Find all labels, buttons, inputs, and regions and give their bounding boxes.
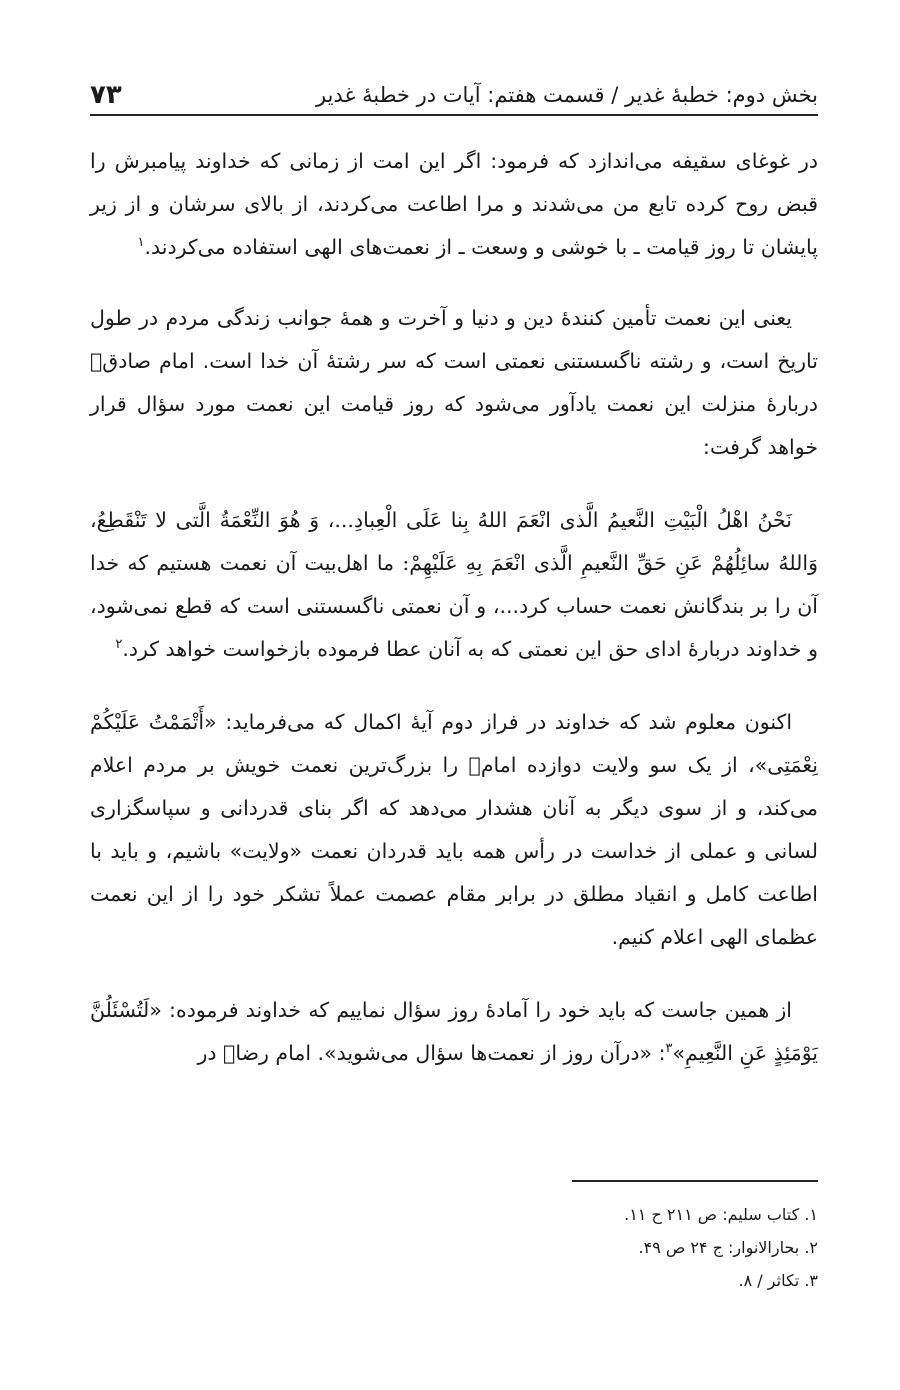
paragraph-4 [90, 701, 818, 959]
page-number: ۷۳ [90, 80, 122, 110]
page-header [90, 66, 818, 110]
paragraph-5-text-before: از همین جاست که باید خود را آمادۀ روز سؤال نماییم که خداوند فرموده: « [149, 998, 792, 1022]
quran-verse-ikmal: أَتْمَمْتُ عَلَيْكُمْ نِعْمَتِى [90, 710, 818, 777]
paragraph-3-text: ما اهل‌بیت آن نعمت هستیم که خدا آن را بر بندگانش نعمت حساب کرد...، و آن نعمتی ناگسستنی است که قطع نمی‌شود، و خداوند دربارۀ ادای حق این نعمتی که به آنان عطا فرموده بازخواست خواهد کرد. [90, 551, 818, 661]
paragraph-5 [90, 989, 818, 1075]
body-text [90, 140, 818, 1105]
quran-verse-takathur: لَتُسْئَلُنَّ يَوْمَئِذٍ عَنِ النَّعِيمِ [90, 998, 818, 1065]
footnote-ref-2: ۲ [115, 637, 123, 653]
paragraph-5-text-mid: » [672, 1041, 686, 1065]
paragraph-3 [90, 499, 818, 671]
paragraph-1-text: در غوغای سقیفه می‌اندازد که فرمود: اگر این امت از زمانی که خداوند پیامبرش را قبض روح کرده تابع من می‌شدند و مرا اطاعت می‌کردند، از بالای سرشان و از زیر پایشان تا روز قیامت ـ با خوشی و وسعت ـ از نعمت‌های الهی استفاده می‌کردند. [90, 149, 818, 259]
paragraph-4-text-after: »، از یک سو ولایت دوازده امام﷩ را بزرگ‌ترین نعمت خویش بر مردم اعلام می‌کند، و از سوی دیگر به آنان هشدار می‌دهد که اگر بنای قدردانی و سپاسگزاری لسانی و عملی از خداست در رأس همه باید قدردان نعمت «ولایت» باشیم، و باید با اطاعت کامل و انقیاد مطلق در برابر مقام عصمت عملاً تشکر خود را از این نعمت عظمای الهی اعلام کنیم. [90, 753, 818, 949]
paragraph-1 [90, 140, 818, 269]
header-divider [90, 114, 818, 116]
footnote-1: ۱. کتاب سلیم: ص ۲۱۱ ح ۱۱. [624, 1205, 818, 1224]
paragraph-2 [90, 297, 818, 469]
paragraph-2-text: یعنی این نعمت تأمین کنندۀ دین و دنیا و آخرت و همۀ جوانب زندگی مردم در طول تاریخ است، و رشته ناگسستنی نعمتی است که سر رشتۀ آن خدا است. امام صادق﷣ دربارۀ منزلت این نعمت یادآور می‌شود که روز قیامت این نعمت مورد سؤال قرار خواهد گرفت: [90, 306, 818, 459]
paragraph-4-text-before: اکنون معلوم شد که خداوند در فراز دوم آیۀ اکمال که می‌فرماید: « [204, 710, 793, 734]
book-page [90, 0, 818, 1390]
footnote-2: ۲. بحارالانوار: ج ۲۴ ص ۴۹. [638, 1238, 818, 1257]
paragraph-5-text-after: : «درآن روز از نعمت‌ها سؤال می‌شوید». امام رضا﷣ در [197, 1041, 666, 1065]
footnote-ref-3: ۳ [665, 1041, 673, 1057]
footnote-3: ۳. تکاثر / ۸. [738, 1271, 818, 1290]
running-title: بخش دوم: خطبۀ غدیر / قسمت هفتم: آیات در خطبۀ غدیر [315, 83, 818, 107]
footnote-divider [572, 1180, 818, 1182]
hadith-arabic: نَحْنُ اهْلُ الْبَيْتِ النَّعيمُ الَّذى انْعَمَ اللهُ بِنا عَلَى الْعِبادِ...، وَ هُوَ النِّعْمَةُ الَّتى لا تَنْقَطِعُ، وَاللهُ سائِلُهُمْ عَنِ حَقِّ النَّعيمِ الَّذى انْعَمَ بِهِ عَلَيْهِمْ: [90, 508, 818, 575]
footnotes [90, 1198, 818, 1297]
footnote-ref-1: ۱ [137, 235, 145, 251]
